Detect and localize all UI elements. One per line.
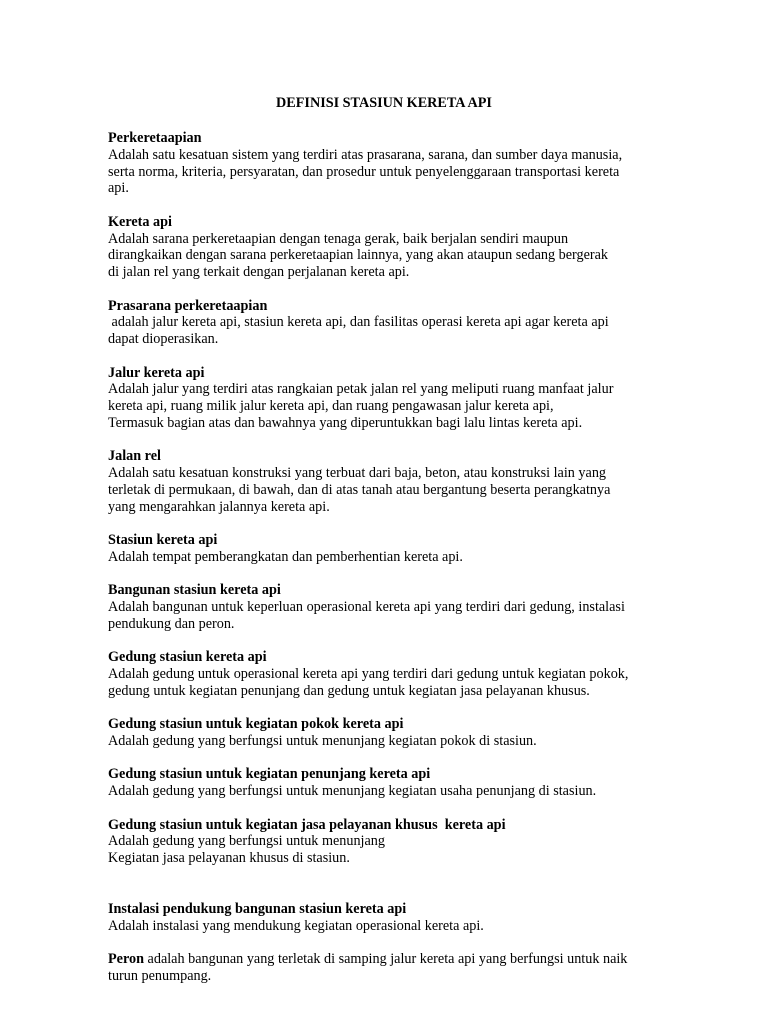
definition-text bbox=[108, 733, 666, 750]
definition-text bbox=[108, 231, 666, 281]
definition-entry bbox=[108, 532, 666, 566]
definition-entry bbox=[108, 365, 666, 432]
definition-text bbox=[108, 549, 666, 566]
definition-line: Adalah instalasi yang mendukung kegiatan operasional kereta api. bbox=[108, 917, 484, 934]
definition-heading: Gedung stasiun untuk kegiatan penunjang kereta api bbox=[108, 766, 431, 783]
definition-text bbox=[108, 951, 666, 985]
definition-line: Adalah satu kesatuan konstruksi yang terbuat dari baja, beton, atau konstruksi lain yang bbox=[108, 465, 607, 482]
definition-heading: Perkeretaapian bbox=[108, 130, 202, 146]
definition-entry bbox=[108, 817, 666, 867]
definition-line: dirangkaikan dengan sarana perkeretaapian lainnya, yang akan ataupun sedang bergerak bbox=[108, 247, 609, 264]
definition-line: Kegiatan jasa pelayanan khusus di stasiun. bbox=[108, 850, 350, 867]
definition-text bbox=[108, 783, 666, 800]
definition-line: kereta api, ruang milik jalur kereta api, dan ruang pengawasan jalur kereta api, bbox=[108, 398, 554, 415]
definition-line: Adalah jalur yang terdiri atas rangkaian petak jalan rel yang meliputi ruang manfaat jalur bbox=[108, 381, 614, 398]
definition-line: Adalah gedung untuk operasional kereta api yang terdiri dari gedung untuk kegiatan pokok, bbox=[108, 666, 629, 683]
definition-line: api. bbox=[108, 180, 129, 197]
definition-line: adalah jalur kereta api, stasiun kereta api, dan fasilitas operasi kereta api agar kereta api bbox=[108, 314, 609, 331]
definition-heading: Instalasi pendukung bangunan stasiun kereta api bbox=[108, 901, 407, 918]
definition-heading: Bangunan stasiun kereta api bbox=[108, 582, 281, 599]
definition-heading: Jalur kereta api bbox=[108, 364, 205, 381]
definition-heading: Kereta api bbox=[108, 213, 172, 230]
definition-heading: Jalan rel bbox=[108, 448, 161, 465]
definition-heading: Prasarana perkeretaapian bbox=[108, 297, 268, 314]
definition-entry bbox=[108, 298, 666, 348]
definition-text bbox=[108, 599, 666, 633]
definition-line: terletak di permukaan, di bawah, dan di atas tanah atau bergantung beserta perangkatnya bbox=[108, 481, 611, 498]
definition-line: Adalah sarana perkeretaapian dengan tenaga gerak, baik berjalan sendiri maupun bbox=[108, 230, 569, 247]
definition-entry bbox=[108, 214, 666, 281]
definition-line: Adalah bangunan untuk keperluan operasional kereta api yang terdiri dari gedung, instalasi bbox=[108, 599, 625, 616]
definition-heading: Stasiun kereta api bbox=[108, 532, 218, 549]
definition-heading: Gedung stasiun untuk kegiatan jasa pelayanan khusus kereta api bbox=[108, 816, 506, 833]
definition-text bbox=[108, 314, 666, 348]
definition-entry bbox=[108, 130, 666, 197]
definition-line: pendukung dan peron. bbox=[108, 615, 235, 632]
definition-text bbox=[108, 833, 666, 867]
definition-line: di jalan rel yang terkait dengan perjalanan kereta api. bbox=[108, 264, 410, 281]
definition-text bbox=[108, 465, 666, 515]
definition-line: yang mengarahkan jalannya kereta api. bbox=[108, 498, 330, 515]
definition-line: gedung untuk kegiatan penunjang dan gedung untuk kegiatan jasa pelayanan khusus. bbox=[108, 682, 590, 699]
definition-entry bbox=[108, 766, 666, 800]
definition-entry bbox=[108, 582, 666, 632]
definition-heading: Gedung stasiun untuk kegiatan pokok kereta api bbox=[108, 716, 404, 733]
definition-text bbox=[108, 147, 666, 197]
definition-line: Adalah satu kesatuan sistem yang terdiri atas prasarana, sarana, dan sumber daya manusia, bbox=[108, 146, 623, 163]
definition-line: Adalah gedung yang berfungsi untuk menunjang kegiatan usaha penunjang di stasiun. bbox=[108, 783, 597, 800]
definition-text bbox=[108, 381, 666, 431]
definition-entry bbox=[108, 901, 666, 935]
definition-entry bbox=[108, 649, 666, 699]
definition-line: Adalah tempat pemberangkatan dan pemberhentian kereta api. bbox=[108, 548, 463, 565]
document-title: DEFINISI STASIUN KERETA API bbox=[276, 95, 492, 111]
definition-line: serta norma, kriteria, persyaratan, dan prosedur untuk penyelenggaraan transportasi kereta bbox=[108, 163, 620, 180]
definition-line bbox=[108, 951, 666, 968]
definition-line: Termasuk bagian atas dan bawahnya yang diperuntukkan bagi lalu lintas kereta api. bbox=[108, 414, 583, 431]
definition-line: dapat dioperasikan. bbox=[108, 331, 219, 348]
definition-entry bbox=[108, 716, 666, 750]
definition-inline-text: adalah bangunan yang terletak di samping jalur kereta api yang berfungsi untuk naik bbox=[144, 951, 628, 968]
definition-line: Adalah gedung yang berfungsi untuk menunjang bbox=[108, 833, 385, 850]
definition-line: turun penumpang. bbox=[108, 968, 212, 985]
definition-text bbox=[108, 918, 666, 935]
definition-line: Adalah gedung yang berfungsi untuk menunjang kegiatan pokok di stasiun. bbox=[108, 733, 537, 750]
definition-term: Peron bbox=[108, 951, 144, 968]
definition-heading: Gedung stasiun kereta api bbox=[108, 649, 267, 666]
document-body bbox=[108, 130, 666, 1001]
definition-entry bbox=[108, 448, 666, 515]
definition-entry-peron bbox=[108, 951, 666, 985]
definition-text bbox=[108, 666, 666, 700]
